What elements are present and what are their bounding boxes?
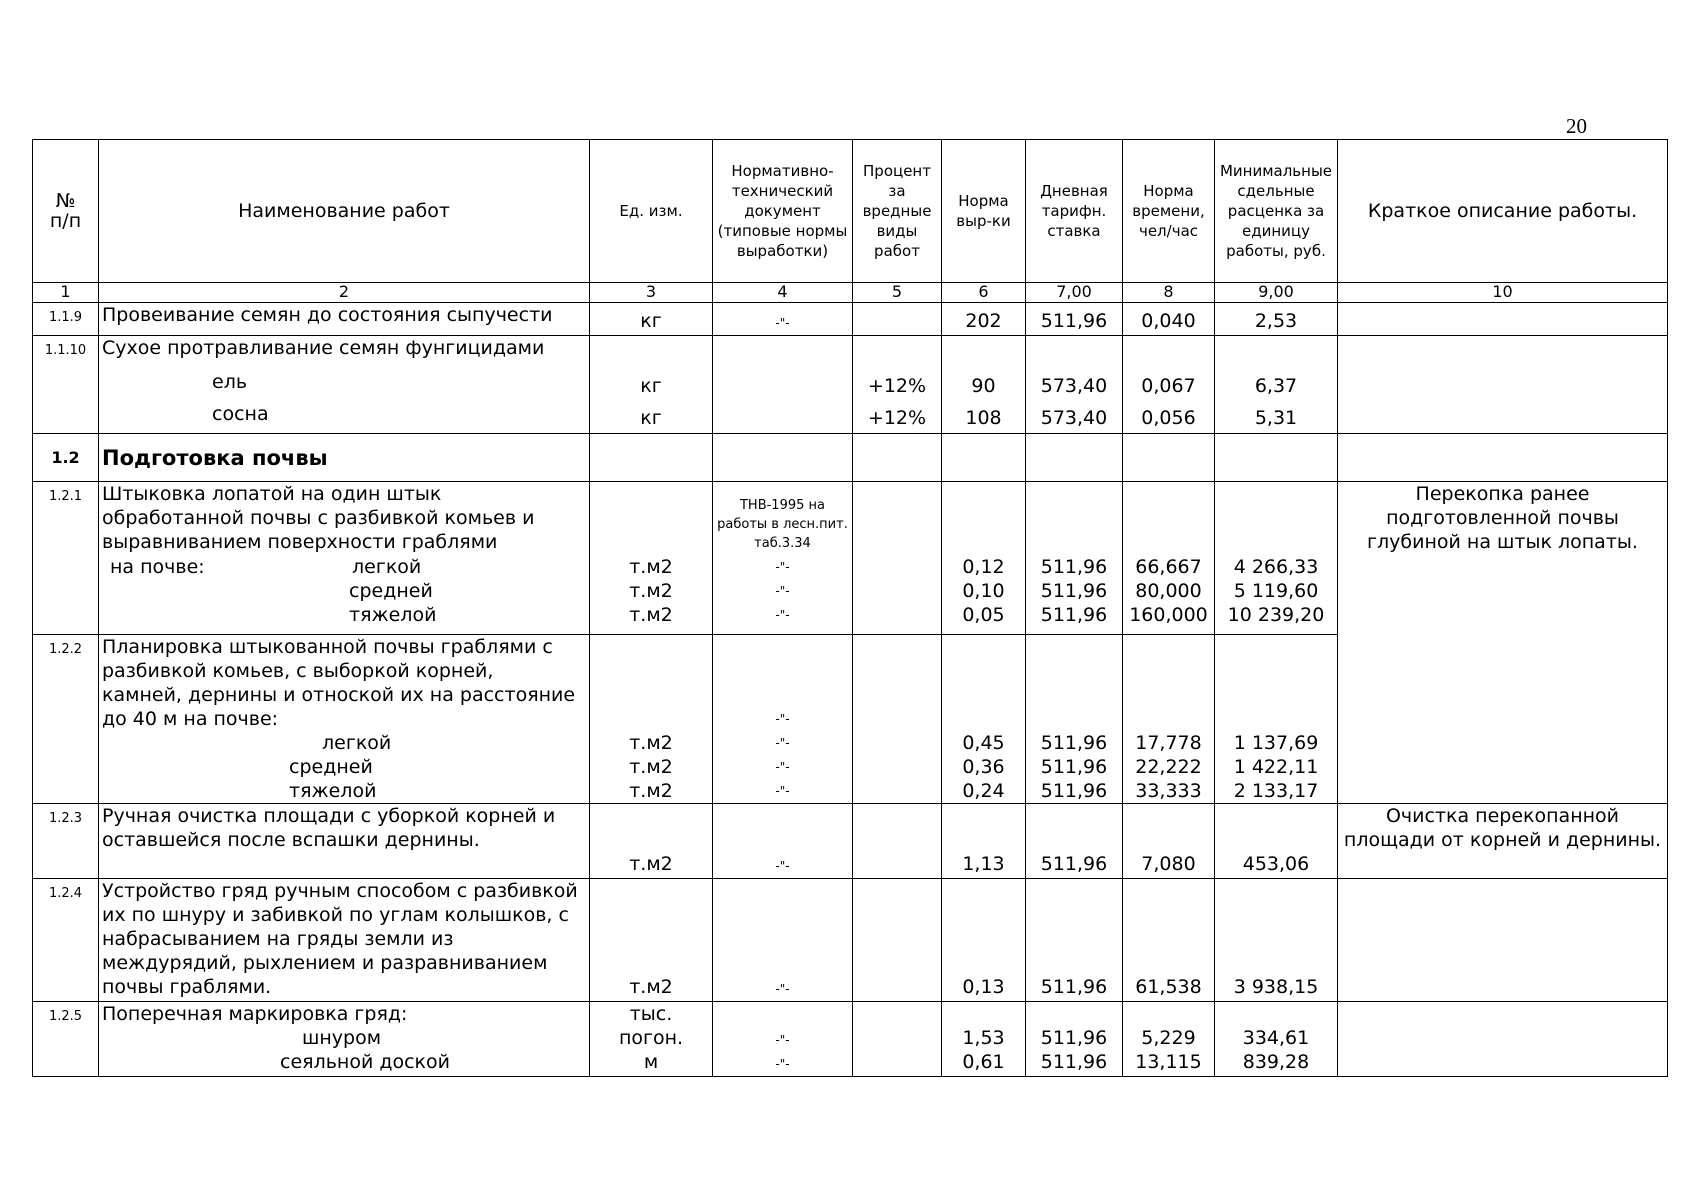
item-unit: т.м2 <box>629 780 673 802</box>
row-name <box>99 1002 590 1077</box>
col-num-9: 9,00 <box>1215 283 1338 303</box>
row-doc <box>713 482 853 635</box>
row-doc <box>713 635 853 804</box>
ditto-mark: -"- <box>775 712 790 726</box>
item-norm: 1,13 <box>962 853 1005 875</box>
row-doc <box>713 1002 853 1077</box>
page-number: 20 <box>1566 114 1587 138</box>
table-row <box>33 879 1668 1002</box>
empty-cell <box>1338 434 1668 482</box>
header-norm: Норма выр-ки <box>942 140 1026 283</box>
item-label: тяжелой <box>349 604 437 626</box>
row-rate <box>1026 336 1123 434</box>
item-time: 0,056 <box>1141 407 1196 429</box>
item-unit: кг <box>640 375 662 397</box>
header-percent: Процент за вредные виды работ <box>853 140 942 283</box>
row-desc: Перекопка ранее подготовленной почвы глубиной на штык лопаты. <box>1338 482 1668 804</box>
item-unit: т.м2 <box>629 853 673 875</box>
item-label: средней <box>349 580 433 602</box>
item-price: 1 137,69 <box>1233 732 1319 754</box>
col-num-6: 6 <box>942 283 1026 303</box>
item-time: 61,538 <box>1135 976 1202 998</box>
ditto-mark: -"- <box>775 608 790 622</box>
row-time: 0,040 <box>1123 303 1215 336</box>
work-rates-table <box>32 139 1668 1077</box>
item-rate: 511,96 <box>1040 756 1108 778</box>
empty-cell <box>590 434 713 482</box>
item-label: легкой <box>352 556 422 578</box>
name-line: камней, дернины и отноской их на расстояние <box>102 684 576 706</box>
item-percent: +12% <box>867 375 927 397</box>
col-num-4: 4 <box>713 283 853 303</box>
name-line: оставшейся после вспашки дернины. <box>102 829 480 851</box>
name-line: междурядий, рыхлением и разравниванием <box>102 952 548 974</box>
item-rate: 511,96 <box>1040 604 1108 626</box>
row-rate <box>1026 1002 1123 1077</box>
item-rate: 511,96 <box>1040 976 1108 998</box>
item-norm: 0,12 <box>962 556 1005 578</box>
item-norm: 0,24 <box>962 780 1005 802</box>
item-rate: 511,96 <box>1040 732 1108 754</box>
name-line: выравниванием поверхности граблями <box>102 531 498 553</box>
item-price: 839,28 <box>1242 1051 1310 1073</box>
row-norm <box>942 635 1026 804</box>
section-row <box>33 434 1668 482</box>
section-title: Подготовка почвы <box>99 434 590 482</box>
item-label: сосна <box>212 403 269 425</box>
item-label: тяжелой <box>289 780 377 802</box>
col-num-3: 3 <box>590 283 713 303</box>
col-num-7: 7,00 <box>1026 283 1123 303</box>
table-row <box>33 482 1668 635</box>
item-rate: 511,96 <box>1040 853 1108 875</box>
item-time: 66,667 <box>1135 556 1202 578</box>
table-row <box>33 303 1668 336</box>
ditto-mark: -"- <box>775 859 790 873</box>
row-percent <box>853 635 942 804</box>
item-time: 22,222 <box>1135 756 1202 778</box>
header-time: Норма времени, чел/час <box>1123 140 1215 283</box>
row-code: 1.1.9 <box>33 303 99 336</box>
name-line: почвы граблями. <box>102 976 272 998</box>
item-unit: т.м2 <box>629 604 673 626</box>
col-num-2: 2 <box>99 283 590 303</box>
item-price: 4 266,33 <box>1233 556 1319 578</box>
item-time: 0,067 <box>1141 375 1196 397</box>
name-line: Штыковка лопатой на один штык <box>102 483 442 505</box>
row-price <box>1215 635 1338 804</box>
item-rate: 511,96 <box>1040 1027 1108 1049</box>
ditto-mark: -"- <box>775 760 790 774</box>
desc-line: площади от корней и дернины. <box>1343 829 1662 851</box>
item-price: 5,31 <box>1254 407 1298 429</box>
item-norm: 108 <box>965 407 1002 429</box>
ditto-mark: -"- <box>775 784 790 798</box>
item-time: 13,115 <box>1135 1051 1202 1073</box>
empty-cell <box>713 434 853 482</box>
header-price: Минимальные сдельные расценка за единицу работы, руб. <box>1215 140 1338 283</box>
row-desc <box>1338 804 1668 879</box>
header-row <box>33 140 1668 283</box>
row-name <box>99 635 590 804</box>
row-price <box>1215 1002 1338 1077</box>
row-rate <box>1026 804 1123 879</box>
row-unit <box>590 1002 713 1077</box>
name-line: обработанной почвы с разбивкой комьев и <box>102 507 535 529</box>
item-time: 33,333 <box>1135 780 1202 802</box>
ditto-mark: -"- <box>775 584 790 598</box>
row-desc <box>1338 336 1668 434</box>
row-title: Поперечная маркировка гряд: <box>102 1003 408 1025</box>
row-unit <box>590 635 713 804</box>
item-unit: т.м2 <box>629 556 673 578</box>
col-num-8: 8 <box>1123 283 1215 303</box>
header-num: № п/п <box>33 140 99 283</box>
item-price: 3 938,15 <box>1233 976 1319 998</box>
row-name <box>99 804 590 879</box>
item-line <box>102 555 586 579</box>
row-time <box>1123 1002 1215 1077</box>
item-price: 2 133,17 <box>1233 780 1319 802</box>
row-price <box>1215 804 1338 879</box>
row-code: 1.1.10 <box>33 336 99 434</box>
item-unit: т.м2 <box>629 580 673 602</box>
item-rate: 511,96 <box>1040 1051 1108 1073</box>
ditto-mark: -"- <box>775 1057 790 1071</box>
row-name <box>99 336 590 434</box>
name-line: их по шнуру и забивкой по углам колышков, с <box>102 904 569 926</box>
item-time: 7,080 <box>1141 853 1196 875</box>
row-time <box>1123 879 1215 1002</box>
row-price: 2,53 <box>1215 303 1338 336</box>
header-unit: Ед. изм. <box>590 140 713 283</box>
ditto-mark: -"- <box>775 560 790 574</box>
row-rate <box>1026 879 1123 1002</box>
row-doc <box>713 879 853 1002</box>
item-unit: т.м2 <box>629 976 673 998</box>
row-desc <box>1338 879 1668 1002</box>
item-time: 17,778 <box>1135 732 1202 754</box>
row-price <box>1215 482 1338 635</box>
name-line: Устройство гряд ручным способом с разбивкой <box>102 880 578 902</box>
prefix-label: на почве: <box>110 556 205 578</box>
item-price: 1 422,11 <box>1233 756 1319 778</box>
row-code: 1.2.4 <box>33 879 99 1002</box>
row-unit <box>590 804 713 879</box>
doc-reference: ТНВ-1995 на работы в лесн.пит. таб.3.34 <box>717 498 848 551</box>
name-line: набрасыванием на гряды земли из <box>102 928 454 950</box>
row-code: 1.2.1 <box>33 482 99 635</box>
empty-cell <box>1123 434 1215 482</box>
row-time <box>1123 336 1215 434</box>
item-norm: 0,13 <box>962 976 1005 998</box>
item-label: сеяльной доской <box>280 1051 450 1073</box>
col-num-10: 10 <box>1338 283 1668 303</box>
item-label: шнуром <box>302 1027 382 1049</box>
row-desc <box>1338 303 1668 336</box>
row-rate <box>1026 482 1123 635</box>
unit-line: погон. <box>618 1027 684 1049</box>
name-line: Планировка штыкованной почвы граблями с <box>102 636 553 658</box>
row-norm <box>942 336 1026 434</box>
row-price <box>1215 336 1338 434</box>
row-norm <box>942 1002 1026 1077</box>
item-rate: 573,40 <box>1040 407 1108 429</box>
row-time <box>1123 482 1215 635</box>
item-time: 80,000 <box>1135 580 1202 602</box>
row-percent <box>853 482 942 635</box>
item-norm: 90 <box>971 375 996 397</box>
item-price: 334,61 <box>1242 1027 1310 1049</box>
item-rate: 573,40 <box>1040 375 1108 397</box>
item-time: 5,229 <box>1141 1027 1196 1049</box>
item-norm: 0,05 <box>962 604 1005 626</box>
item-label: легкой <box>322 732 392 754</box>
row-rate: 511,96 <box>1026 303 1123 336</box>
row-percent <box>853 804 942 879</box>
col-num-5: 5 <box>853 283 942 303</box>
empty-cell <box>853 434 942 482</box>
row-norm: 202 <box>942 303 1026 336</box>
row-unit: кг <box>590 303 713 336</box>
item-norm: 1,53 <box>962 1027 1005 1049</box>
item-price: 6,37 <box>1254 375 1298 397</box>
row-doc: -"- <box>713 303 853 336</box>
row-unit <box>590 336 713 434</box>
row-title: Сухое протравливание семян фунгицидами <box>102 337 545 359</box>
row-percent <box>853 336 942 434</box>
empty-cell <box>1026 434 1123 482</box>
item-norm: 0,10 <box>962 580 1005 602</box>
row-doc <box>713 336 853 434</box>
row-percent <box>853 1002 942 1077</box>
header-name: Наименование работ <box>99 140 590 283</box>
item-norm: 0,61 <box>962 1051 1005 1073</box>
ditto-mark: -"- <box>775 982 790 996</box>
item-label: средней <box>289 756 373 778</box>
table-row <box>33 336 1668 434</box>
header-desc: Краткое описание работы. <box>1338 140 1668 283</box>
row-price <box>1215 879 1338 1002</box>
row-norm <box>942 804 1026 879</box>
row-code: 1.2.2 <box>33 635 99 804</box>
item-time: 160,000 <box>1129 604 1208 626</box>
item-rate: 511,96 <box>1040 580 1108 602</box>
row-name <box>99 482 590 635</box>
ditto-mark: -"- <box>775 736 790 750</box>
column-number-row <box>33 283 1668 303</box>
header-rate: Дневная тарифн. ставка <box>1026 140 1123 283</box>
row-code: 1.2.3 <box>33 804 99 879</box>
section-code: 1.2 <box>33 434 99 482</box>
item-price: 453,06 <box>1242 853 1310 875</box>
row-unit <box>590 482 713 635</box>
table-row <box>33 804 1668 879</box>
row-unit <box>590 879 713 1002</box>
table-row <box>33 1002 1668 1077</box>
item-rate: 511,96 <box>1040 556 1108 578</box>
row-doc <box>713 804 853 879</box>
row-percent <box>853 879 942 1002</box>
item-norm: 0,45 <box>962 732 1005 754</box>
row-code: 1.2.5 <box>33 1002 99 1077</box>
desc-line: Очистка перекопанной <box>1385 805 1620 827</box>
item-unit: кг <box>640 407 662 429</box>
row-norm <box>942 482 1026 635</box>
empty-cell <box>1215 434 1338 482</box>
row-norm <box>942 879 1026 1002</box>
empty-cell <box>942 434 1026 482</box>
row-name <box>99 879 590 1002</box>
item-percent: +12% <box>867 407 927 429</box>
item-unit: т.м2 <box>629 732 673 754</box>
item-norm: 0,36 <box>962 756 1005 778</box>
unit-line: м <box>643 1051 659 1073</box>
header-doc: Нормативно-технический документ (типовые нормы выработки) <box>713 140 853 283</box>
row-time <box>1123 804 1215 879</box>
row-time <box>1123 635 1215 804</box>
item-price: 5 119,60 <box>1233 580 1319 602</box>
row-desc <box>1338 1002 1668 1077</box>
row-rate <box>1026 635 1123 804</box>
row-percent <box>853 303 942 336</box>
row-name: Провеивание семян до состояния сыпучести <box>99 303 590 336</box>
item-rate: 511,96 <box>1040 780 1108 802</box>
unit-line: тыс. <box>629 1003 673 1025</box>
col-num-1: 1 <box>33 283 99 303</box>
name-line: Ручная очистка площади с уборкой корней и <box>102 805 556 827</box>
item-label: ель <box>212 371 248 393</box>
name-line: разбивкой комьев, с выборкой корней, <box>102 660 494 682</box>
item-price: 10 239,20 <box>1227 604 1325 626</box>
ditto-mark: -"- <box>775 1033 790 1047</box>
item-unit: т.м2 <box>629 756 673 778</box>
name-line: до 40 м на почве: <box>102 708 279 730</box>
